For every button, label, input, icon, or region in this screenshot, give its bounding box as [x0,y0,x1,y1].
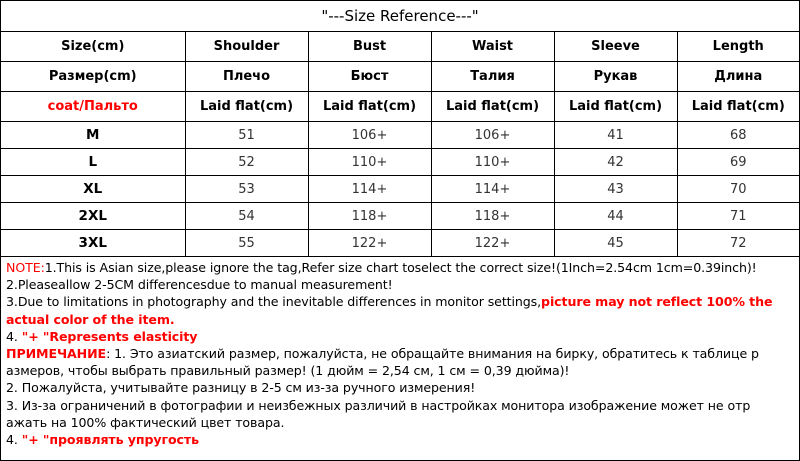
header-row-ru [1,62,799,92]
header-cell-waist-ru: Талия [431,62,554,92]
shoulder-value: 53 [185,176,308,203]
header-cell-bust-ru: Бюст [308,62,431,92]
measure-cell: Laid flat(cm) [185,92,308,122]
note-ru-2: 2. Пожалуйста, учитывайте разницу в 2-5 см из-за ручного измерения! [6,380,476,396]
note-text: 3.Due to limitations in photography and the inevitable differences in monitor settings, [6,294,542,310]
note-prefix: NOTE: [6,260,45,275]
notes-section [1,257,799,448]
measure-cell: Laid flat(cm) [308,92,431,122]
length-value: 68 [677,122,799,149]
header-cell-sleeve: Sleeve [554,32,677,62]
size-row [1,203,799,230]
size-label: 2XL [1,203,185,230]
header-cell-size-ru: Размер(cm) [1,62,185,92]
length-value: 70 [677,176,799,203]
bust-value: 106+ [308,122,431,149]
note-text: 1.This is Asian size,please ignore the tag,Refer size chart toselect the correct size!(1Inch=2.54cm 1cm=0.39inch)! [44,260,757,275]
size-label: L [1,149,185,176]
note-1 [6,259,795,276]
size-label: 3XL [1,230,185,257]
bust-value: 122+ [308,230,431,257]
header-cell-size: Size(cm) [1,32,185,62]
size-row [1,230,799,257]
header-cell-waist: Waist [431,32,554,62]
header-cell-sleeve-ru: Рукав [554,62,677,92]
waist-value: 110+ [431,149,554,176]
header-cell-length-ru: Длина [677,62,799,92]
size-label: M [1,122,185,149]
size-row [1,122,799,149]
measure-method-row [1,92,799,122]
bust-value: 110+ [308,149,431,176]
sleeve-value: 44 [554,203,677,230]
header-cell-shoulder: Shoulder [185,32,308,62]
shoulder-value: 54 [185,203,308,230]
note-ru-1 [6,345,795,379]
sleeve-value: 41 [554,122,677,149]
shoulder-value: 51 [185,122,308,149]
elasticity-note-ru: "+ "проявлять упругость [21,432,199,448]
size-label: XL [1,176,185,203]
size-row [1,149,799,176]
measure-cell: Laid flat(cm) [431,92,554,122]
note-3 [6,293,795,327]
sleeve-value: 42 [554,149,677,176]
shoulder-value: 55 [185,230,308,257]
note-ru-3: 3. Из-за ограничений в фотографии и неизбежных различий в настройках монитора изображение может не отр ажать на 100% фактический цвет товара. [6,397,751,430]
header-row-en [1,32,799,62]
measure-cell: Laid flat(cm) [554,92,677,122]
sleeve-value: 45 [554,230,677,257]
note-prefix: 4. [6,432,22,448]
waist-value: 118+ [431,203,554,230]
note-prefix-ru: ПРИМЕЧАНИЕ [6,346,107,362]
header-cell-bust: Bust [308,32,431,62]
garment-label: coat/Пальто [1,92,185,122]
waist-value: 106+ [431,122,554,149]
note-text-ru: : 1. Это азиатский размер, пожалуйста, не обращайте внимания на бирку, обратитесь к таблице р азмеров, чтобы выбрать правильный размер! (1 дюйм = 2,54 см, 1 см = 0,39 дюйма)! [6,346,759,379]
size-row [1,176,799,203]
header-cell-length: Length [677,32,799,62]
note-prefix: 4. [6,328,22,344]
sleeve-value: 43 [554,176,677,203]
size-table [1,32,799,257]
waist-value: 122+ [431,230,554,257]
note-ru-4 [6,431,795,448]
bust-value: 118+ [308,203,431,230]
bust-value: 114+ [308,176,431,203]
note-4 [6,328,795,345]
header-cell-shoulder-ru: Плечо [185,62,308,92]
length-value: 69 [677,149,799,176]
length-value: 71 [677,203,799,230]
note-2: 2.Pleaseallow 2-5CM differencesdue to manual measurement! [6,277,393,293]
length-value: 72 [677,230,799,257]
elasticity-note: "+ "Represents elasticity [21,328,198,344]
measure-cell: Laid flat(cm) [677,92,799,122]
note-warning: picture may not reflect 100% the actual color of the item. [6,294,773,327]
shoulder-value: 52 [185,149,308,176]
table-title: "---Size Reference---" [1,1,799,32]
waist-value: 114+ [431,176,554,203]
